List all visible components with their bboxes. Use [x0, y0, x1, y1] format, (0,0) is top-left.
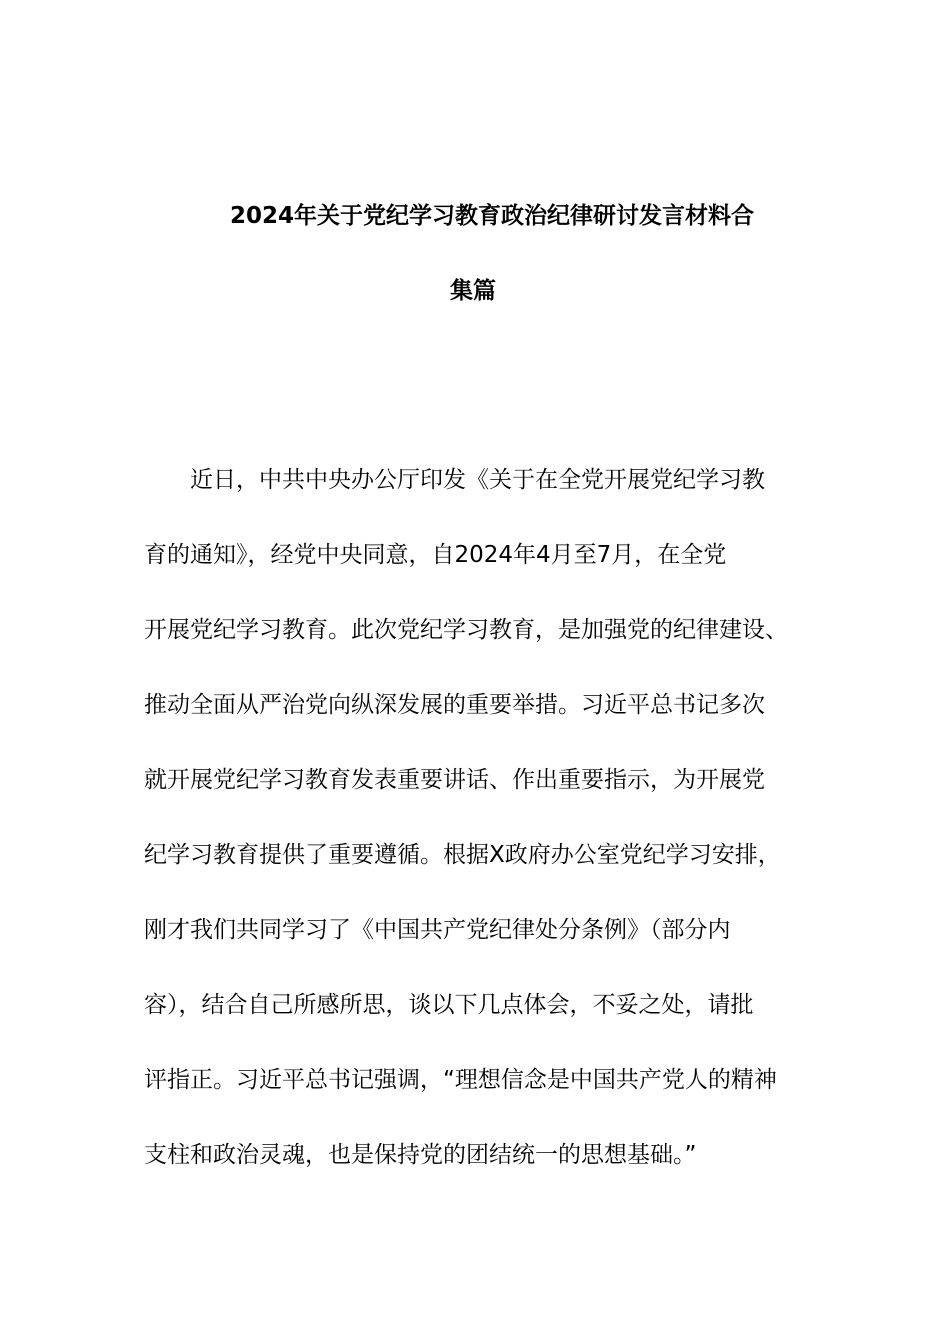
document-title-line-1: 2024年关于党纪学习教育政治纪律研讨发言材料合: [230, 203, 755, 229]
paragraph-line-1: 近日，中共中央办公厅印发《关于在全党开展党纪学习教: [190, 467, 765, 493]
paragraph-line-9: 评指正。习近平总书记强调，“理想信念是中国共产党人的精神: [144, 1067, 777, 1093]
document-title-line-2: 集篇: [450, 278, 496, 304]
paragraph-line-4: 推动全面从严治党向纵深发展的重要举措。习近平总书记多次: [144, 692, 765, 718]
paragraph-line-5: 就开展党纪学习教育发表重要讲话、作出重要指示，为开展党: [144, 767, 765, 793]
paragraph-line-8: 容），结合自己所感所思，谈以下几点体会，不妥之处，请批: [144, 992, 754, 1018]
paragraph-line-6: 纪学习教育提供了重要遵循。根据X政府办公室党纪学习安排，: [144, 842, 781, 868]
paragraph-line-3: 开展党纪学习教育。此次党纪学习教育，是加强党的纪律建设、: [144, 617, 788, 643]
paragraph-line-10: 支柱和政治灵魂，也是保持党的团结统一的思想基础。”: [144, 1142, 697, 1168]
paragraph-line-7: 刚才我们共同学习了《中国共产党纪律处分条例》（部分内: [144, 917, 731, 943]
paragraph-line-2: 育的通知》，经党中央同意，自2024年4月至7月，在全党: [144, 542, 727, 568]
